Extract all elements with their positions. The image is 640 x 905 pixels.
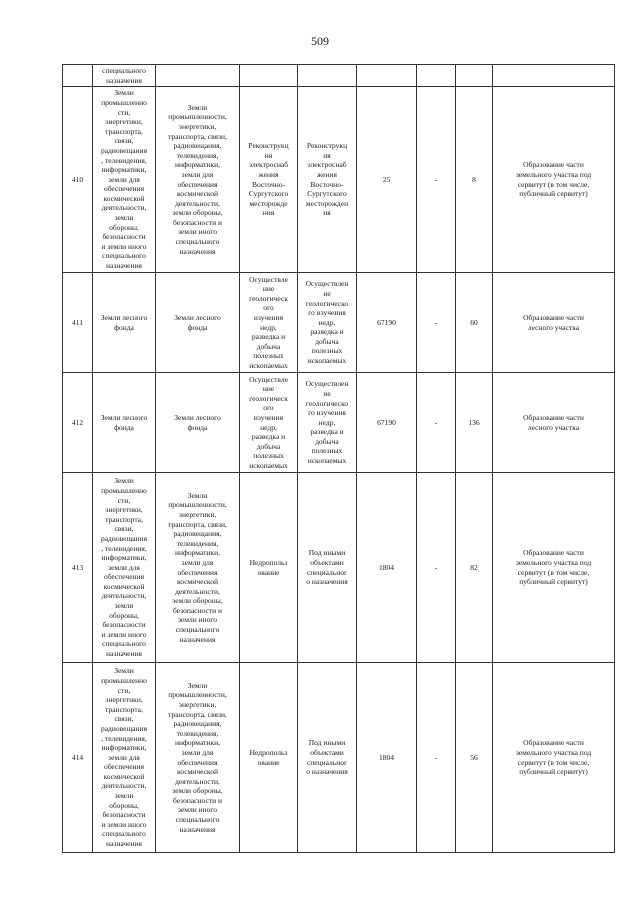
cell-land-category-type — [156, 373, 240, 473]
cell-land-category — [93, 373, 156, 473]
cell-land-category-type — [156, 65, 240, 87]
cell-land-category — [93, 273, 156, 373]
cell-text: Реконструкц ия электроснаб жения Восточно- Сургутского месторожде ния — [248, 141, 289, 218]
cell-area: 67190 — [357, 273, 417, 373]
cell-number — [63, 65, 93, 87]
cell-area: 67190 — [357, 373, 417, 473]
cell-text: Под иными объектами специальног о назначения — [306, 548, 348, 587]
cell-text: Земли лесного фонда — [174, 412, 221, 432]
table-row — [63, 87, 615, 273]
cell-land-category-type — [156, 273, 240, 373]
cell-text: Образование части лесного участка — [523, 412, 584, 432]
cell-number: 411 — [63, 273, 93, 373]
cell-dash: - — [417, 663, 456, 853]
cell-text: Земли промышленно сти, энергетики, транспорта, связи, радиовещания , телевидения, информатики, земли для обеспечения космической деятельности, земли обороны, безопасности и земли иного специального назначения — [100, 476, 148, 659]
cell-use-kind — [240, 65, 298, 87]
cell-use-kind — [240, 87, 298, 273]
cell-count: 60 — [456, 273, 493, 373]
table-row — [63, 273, 615, 373]
cell-dash: - — [417, 473, 456, 663]
cell-use-purpose — [298, 473, 357, 663]
cell-use-kind — [240, 373, 298, 473]
cell-use-purpose — [298, 273, 357, 373]
table-row — [63, 663, 615, 853]
cell-text: Земли промышленности, энергетики, транспорта, связи, радиовещания, телевидения, информатики, земли для обеспечения космической деятельности, земли обороны, безопасности и земли иного специального назначения — [168, 680, 227, 834]
cell-text: Земли лесного фонда — [100, 312, 148, 332]
cell-text: Недропольз ование — [249, 557, 288, 577]
cell-land-category — [93, 473, 156, 663]
cell-text: Осуществле ние геологическ ого изучения недр, разведка и добыча полезных ископаемых — [249, 374, 288, 470]
cell-area: 25 — [357, 87, 417, 273]
cell-text: Осуществлен ие геологическо го изучения недр, разведка и добыча полезных ископаемых — [305, 379, 349, 466]
cell-text: Земли лесного фонда — [174, 312, 221, 332]
cell-area: 1804 — [357, 663, 417, 853]
cell-note — [493, 373, 615, 473]
cell-text: Осуществле ние геологическ ого изучения недр, разведка и добыча полезных ископаемых — [249, 274, 288, 370]
cell-count: 8 — [456, 87, 493, 273]
cell-number: 412 — [63, 373, 93, 473]
cell-text: Реконструкц ия электроснаб жения Восточно- Сургутского месторожден ия — [305, 141, 349, 218]
cell-use-purpose — [298, 663, 357, 853]
cell-dash — [417, 65, 456, 87]
table-row-continuation — [63, 65, 615, 87]
cell-use-purpose — [298, 87, 357, 273]
cell-number: 410 — [63, 87, 93, 273]
cell-text: Образование части земельного участка под сервитут (в том числе, публичный сервитут) — [515, 160, 592, 199]
cell-text: Образование части земельного участка под сервитут (в том числе, публичный сервитут) — [515, 548, 592, 587]
table-row — [63, 373, 615, 473]
cell-note — [493, 273, 615, 373]
cell-text: Образование части лесного участка — [523, 312, 584, 332]
land-plots-table — [62, 64, 615, 853]
cell-use-kind — [240, 663, 298, 853]
cell-text: специального назначения — [102, 65, 146, 85]
cell-number: 413 — [63, 473, 93, 663]
cell-text: Под иными объектами специальног о назначения — [306, 738, 348, 777]
cell-count: 82 — [456, 473, 493, 663]
cell-note — [493, 87, 615, 273]
cell-dash: - — [417, 87, 456, 273]
cell-number: 414 — [63, 663, 93, 853]
cell-text: Недропольз ование — [249, 747, 288, 767]
cell-land-category — [93, 65, 156, 87]
cell-land-category — [93, 87, 156, 273]
page-number: 509 — [311, 34, 329, 48]
cell-text: Образование части земельного участка под сервитут (в том числе, публичный сервитут) — [515, 738, 592, 777]
cell-land-category — [93, 663, 156, 853]
cell-area: 1804 — [357, 473, 417, 663]
cell-land-category-type — [156, 663, 240, 853]
cell-land-category-type — [156, 473, 240, 663]
cell-use-purpose — [298, 65, 357, 87]
cell-land-category-type — [156, 87, 240, 273]
cell-note — [493, 65, 615, 87]
cell-text: Земли промышленности, энергетики, транспорта, связи, радиовещания, телевидения, информатики, земли для обеспечения космической деятельности, земли обороны, безопасности и земли иного специального назначения — [168, 102, 227, 256]
cell-use-kind — [240, 273, 298, 373]
cell-count: 56 — [456, 663, 493, 853]
cell-dash: - — [417, 273, 456, 373]
cell-text: Земли промышленности, энергетики, транспорта, связи, радиовещания, телевидения, информатики, земли для обеспечения космической деятельности, земли обороны, безопасности и земли иного специального назначения — [168, 490, 227, 644]
cell-note — [493, 473, 615, 663]
cell-text: Осуществлен ие геологическо го изучения недр, разведка и добыча полезных ископаемых — [305, 279, 349, 366]
table-row — [63, 473, 615, 663]
cell-count: 136 — [456, 373, 493, 473]
cell-text: Земли лесного фонда — [100, 412, 148, 432]
cell-text: Земли промышленно сти, энергетики, транспорта, связи, радиовещания , телевидения, информатики, земли для обеспечения космической деятельности, земли обороны, безопасности и земли иного специального назначения — [100, 666, 148, 849]
cell-text: Земли промышленно сти, энергетики, транспорта, связи, радиовещания , телевидения, информатики, земли для обеспечения космической деятельности, земли обороны, безопасности и земли иного специального назначения — [100, 88, 148, 271]
cell-count — [456, 65, 493, 87]
cell-area — [357, 65, 417, 87]
cell-use-kind — [240, 473, 298, 663]
cell-dash: - — [417, 373, 456, 473]
cell-note — [493, 663, 615, 853]
cell-use-purpose — [298, 373, 357, 473]
